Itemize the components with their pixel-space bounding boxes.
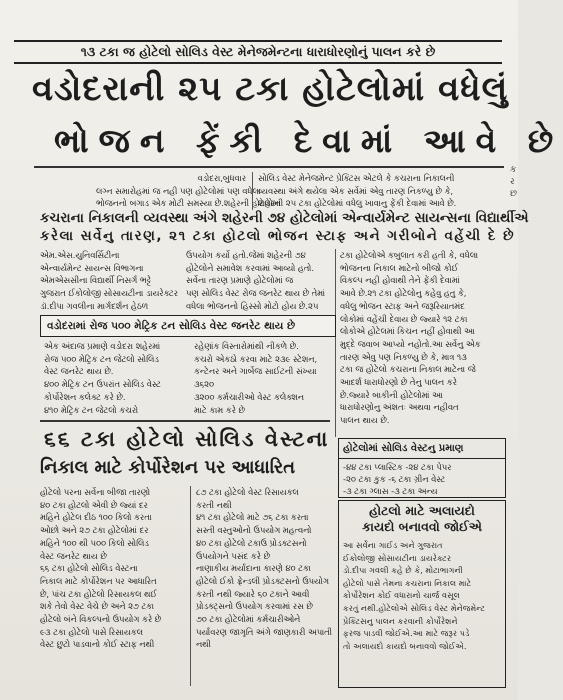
column-2: ઉપયોગ કર્યો હતો.જેમાં શહેરની ૭૪ હોટેલોને સમાવેશ કરવામાં આવ્યો હતો. સર્વેના તારણ પ્રમાણે હોટેલોમાં જ પણ સોલિડ વેસ્ટ રોજ જનરેટ થાય છે તેમાં વધેલા ભોજનનો હિસ્સો મોટો હોય છે.૨૫	[186, 250, 326, 311]
intro-right: સોલિડ વેસ્ટ મેનેજમેન્ટ પ્રેક્ટિસ એટલે કે કચરાના નિકાલની વ્યવસ્થા અંગે થયેલા એક સર્વેમાં એવુ તારણ નિકળ્યુ છે કે, શહેરની ૨૫ ટકા હોટેલોમાં વધેલુ ખાવાનુ ફેંકી દેવામાં આવે છે.	[258, 173, 457, 209]
kicker: ૧૩ ટકા જ હોટેલો સોલિડ વેસ્ટ મેનેજમેન્ટના ધારાધોરણોનું પાલન કરે છે	[14, 40, 502, 64]
column-divider	[335, 249, 336, 437]
headline-line-2: ભોજન ફેંકી દેવામાં આવે છે	[54, 121, 563, 160]
box-1-title: વડોદરામાં રોજ ૫૦૦ મેટ્રિક ટન સોલિડ વેસ્ટ જનરેટ થાય છે	[40, 315, 336, 337]
intro-left: વડોદરા,બુધવાર લગ્ન સમારોહમાં જ નહી પણ હોટેલોમાં પણ વધેલા ભોજનનો બગાડ એક મોટી સમસ્યા છે.શહેરની હોટેલોમાં	[96, 173, 281, 209]
intro-divider	[252, 172, 253, 210]
column-3: ટકા હોટેલોએ કબુલાત કરી હતી કે, વધેલા ભોજનના નિકાલ માટેનો બીજો કોઈ વિકલ્પ નહી હોવાથી તેને ફેંકી દેવામાં આવે છે.૨૧ ટકા હોટેલોનુ કહેવુ હતુ કે, વધેલુ ભોજન સ્ટાફ અને જરૂરિયાતમંદ લોકોમાં વહેંચી દેવાય છે જ્યારે ૧૨ ટકા લોકોએ હોટેલમાં કિચન નહીં હોવાથી આ મુદ્દે જવાબ આપ્યો નહોતો.આ સર્વેનુ એક તારણ એવુ પણ નિકળ્યુ છે કે, માત્ર ૧૩ ટકા જ હોટેલો કચરાના નિકાલ માટેના જે આદર્શ ધારાધોરણો છે તેનુ પાલન કરે છે.જ્યારે બાકીની હોટેલોમાં આ ધારાધોરણોનુ અંશતઃ અથવા નહીવત પાલન થાય છે.	[340, 250, 481, 426]
box-2	[338, 438, 506, 498]
section-rule	[40, 420, 330, 422]
box-3-title: હોટલો માટે અલાયદો કાયદો બનાવવો જોઈએ	[362, 503, 482, 534]
bottom-column-2: ૮૭ ટકા હોટેલો વેસ્ટ રિસાયકલ કરતી નથી ૪૧ ટકા હોટેલો માટે ૭૬ ટકા કરતા સસ્તી વસ્તુઓનો ઉપયોગ મહત્વનો ૪૦ ટકા હોટેલો ટકાઉ પ્રોડક્ટસનો ઉપયોગને પસંદ કરે છે નાણાકીય મર્યાદાના કારણે ૪૦ ટકા હોટેલો ઈકો ફ્રેન્ડલી પ્રોડક્ટસનો ઉપયોગ કરતી નથી જ્યારે ૬૦ ટકાને આવી પ્રોડક્ટ્સનો ઉપયોગ કરવામાં રસ છે ૭૦ ટકા હોટેલોમાં કર્મચારીઓને પર્યાવરણ જાગૃતિ અંગે જાણકારી અપાતી નથી	[196, 487, 333, 650]
box-3-text: આ સર્વેના ગાઈડ અને ગુજરાત ઈકોલોજી સોસાયટીના ડાયરેક્ટર ડો.દીપા ગવલી કહે છે કે, મોટાભાગની હોટેલો પાસે તેમના કચરાના નિકાલ માટે કોર્પોરેશન કોઈ વધારાનો ચાર્જ વસૂલ કરતું નથી.હોટેલોએ સોલિડ વેસ્ટ મેનેજમેન્ટ પ્રેક્ટિસનુ પાલન કરવાની કોર્પોરેશને ફરજ પાડવી જોઈએ.આ માટે જરૂર પડે તો અલાયદો કાયદો બનાવવો જોઈએ.	[343, 540, 486, 651]
subhead-line-1: કચરાના નિકાલની વ્યવસ્થા અંગે શહેરની ૭૪ હોટેલોમાં એન્વાર્યમેન્ટ સાયન્સના વિદ્યાર્થીએ	[40, 210, 529, 226]
column-1: એમ.એસ.યુનિવર્સિટીના એન્વાર્યમેન્ટ સાયન્સ વિભાગના એમએસસીના વિદ્યાર્થી નિસર્ગ ભટ્ટે ગુજરાત ઈકોલોજી સોસાયટીના ડાયરેક્ટર ડૉ.દીપા ગવલીના માર્ગદર્શન હેઠળ	[40, 250, 178, 311]
subhead-line-2: કરેલા સર્વેનુ તારણ, ૨૧ ટકા હોટલો ભોજન સ્ટાફ અને ગરીબોને વહેંચી દે છે	[40, 228, 516, 244]
headline-line-1: વડોદરાની ૨૫ ટકા હોટેલોમાં વધેલું	[32, 69, 509, 109]
box-3	[338, 500, 506, 688]
bottom-column-1: હોટેલો પરના સર્વેના બીજા તારણો ૪૦ ટકા હોટલો એવી છે જ્યાં દર મહિને હોટેલ દીઠ ૧૦૦ કિલો કરતા ઓછો અને ૨૭ ટકા હોટેલોમાં દર મહિને ૧૦૦ થી ૫૦૦ કિલો સોલિડ વેસ્ટ જનરેટ થાય છે ૬૬ ટકા હોટેલો સોલિડ વેસ્ટના નિકાલ માટે કોર્પોરેશન પર આધારિત છે, પાંચ ટકા હોટેલો રિસાયકલ થઈ શકે તેવો વેસ્ટ વેચે છે અને ૨૭ ટકા હોટેલો બંને વિકલ્પનો ઉપયોગ કરે છે ૯૩ ટકા હોટેલો પાસે રિસાયકલ વેસ્ટ છુટો પાડવાનો કોઈ સ્ટાફ નથી	[40, 487, 162, 650]
box-2-lines: -૪૪ ટકા પ્લાસ્ટિક -૨૪ ટકા પેપર -૨૦ ટકા કુક -૬ ટકા ગ્રીન વેસ્ટ -૩ ટકા ગ્લાસ -૩ ટકા અન્ય	[343, 462, 452, 496]
bottom-headline-1: ૬૬ ટકા હોટેલો સોલિડ વેસ્ટના	[44, 427, 330, 451]
box-1-right: રહેણાંક વિસ્તારોમાંથી નીકળે છે. કચરો એકઠો કરવા માટે ૨૩૯ સ્ટેશન, કન્ટેનર અને ગાર્બેજ સાઈટની સંખ્યા ૩૬૨૦ ૩૨૦૦ કર્મચારીઓ વેસ્ટ કલેક્શન માટે કામ કરે છે	[194, 341, 318, 415]
box-2-title: હોટેલોમાં સોલિડ વેસ્ટનુ પ્રમાણ	[339, 439, 505, 459]
bottom-divider	[190, 486, 191, 686]
bottom-headline-2: નિકાલ માટે કોર્પોરેશન પર આધારિત	[40, 457, 296, 478]
edge-text: ક ર છ	[510, 165, 517, 199]
headline-rule	[34, 166, 504, 168]
box-1-left: એક અંદાજ પ્રમાણે વડોદરા શહેરમાં રોજ ૫૦૦ મેટ્રિક ટન જેટલો સોલિડ વેસ્ટ જનરેટ થાય છે. ૪૦૦ મેટ્રિક ટન ઉપરાંત સોલિડ વેસ્ટ કોર્પોરેશન કલેક્ટ કરે છે. ૪૧૦ મેટ્રિક ટન જેટલો કચરો	[44, 341, 161, 415]
